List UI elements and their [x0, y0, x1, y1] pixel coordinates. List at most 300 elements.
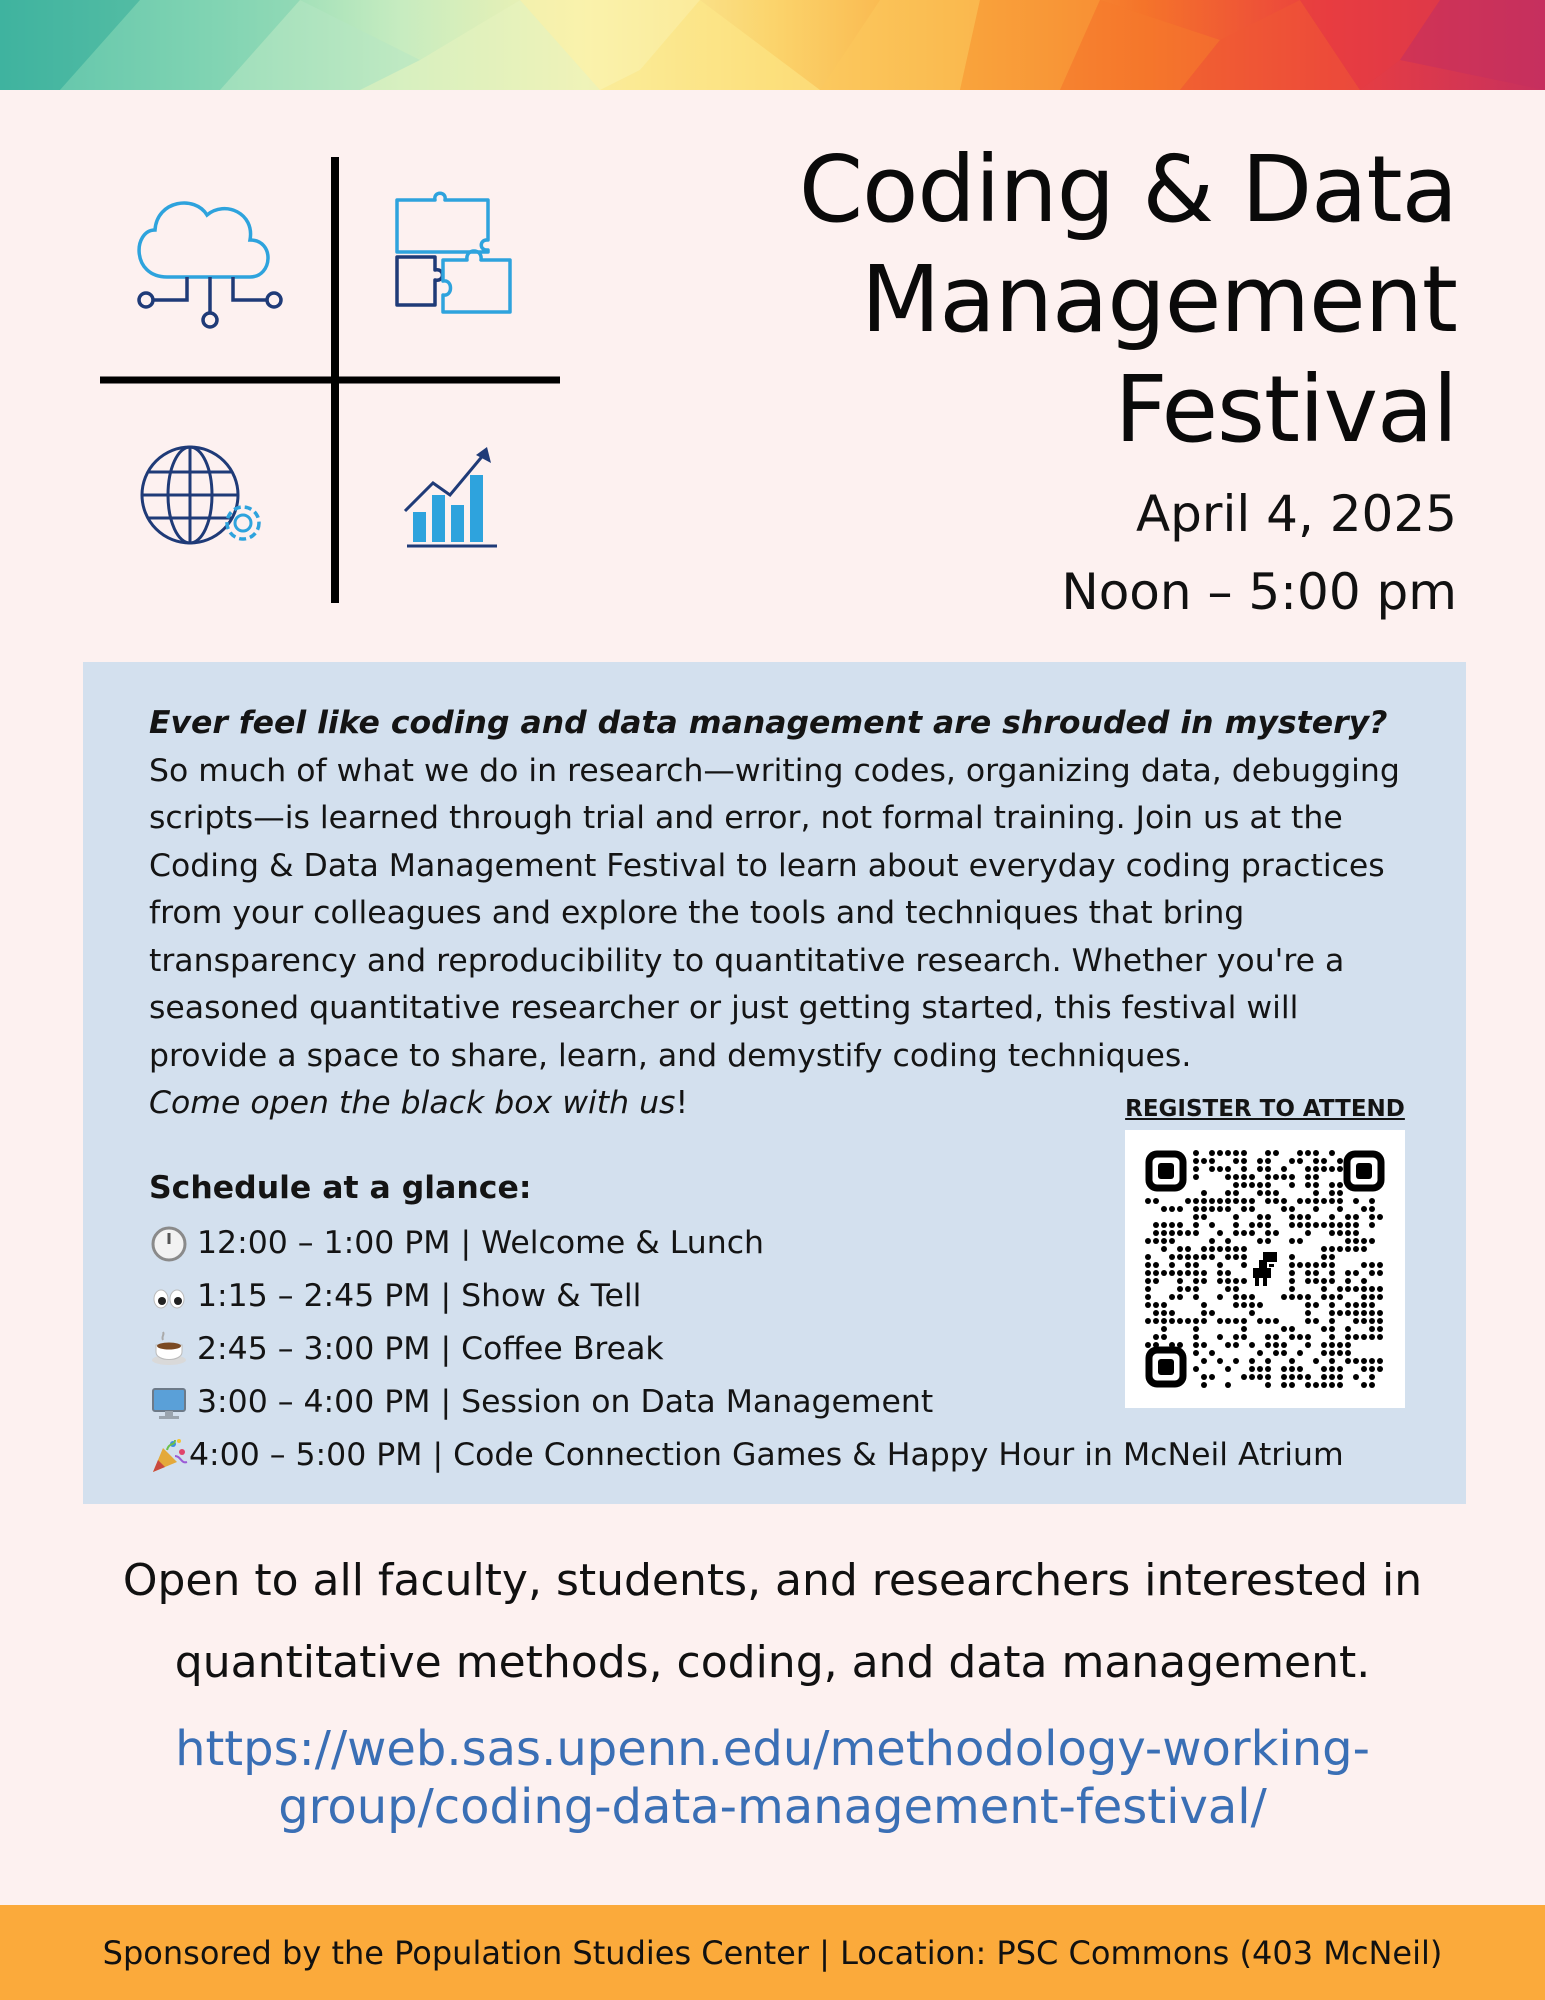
qr-dot	[1249, 1302, 1255, 1308]
qr-dot	[1201, 1342, 1207, 1348]
qr-dot	[1233, 1318, 1239, 1324]
qr-dot	[1185, 1318, 1191, 1324]
qr-dot	[1281, 1198, 1287, 1204]
qr-dot	[1193, 1222, 1199, 1228]
qr-dot	[1233, 1254, 1239, 1260]
qr-dot	[1201, 1358, 1207, 1364]
qr-dot	[1233, 1150, 1239, 1156]
qr-dot	[1169, 1294, 1175, 1300]
qr-dot	[1329, 1270, 1335, 1276]
qr-dot	[1305, 1262, 1311, 1268]
qr-dot	[1329, 1198, 1335, 1204]
qr-dot	[1265, 1374, 1271, 1380]
qr-dot	[1273, 1342, 1279, 1348]
qr-dot	[1361, 1294, 1367, 1300]
qr-dot	[1305, 1310, 1311, 1316]
qr-dot	[1337, 1366, 1343, 1372]
qr-dot	[1225, 1318, 1231, 1324]
qr-dot	[1209, 1198, 1215, 1204]
qr-dot	[1313, 1302, 1319, 1308]
qr-dot	[1161, 1326, 1167, 1332]
qr-dot	[1289, 1374, 1295, 1380]
qr-dot	[1145, 1342, 1151, 1348]
qr-dot	[1313, 1206, 1319, 1212]
qr-dot	[1201, 1246, 1207, 1252]
qr-dot	[1193, 1294, 1199, 1300]
qr-dot	[1233, 1342, 1239, 1348]
qr-dot	[1297, 1222, 1303, 1228]
qr-dot	[1265, 1366, 1271, 1372]
qr-dot	[1265, 1382, 1271, 1388]
growth-chart-icon	[405, 447, 497, 546]
qr-dot	[1177, 1230, 1183, 1236]
qr-dot	[1313, 1182, 1319, 1188]
qr-dot	[1169, 1310, 1175, 1316]
qr-dot	[1257, 1238, 1263, 1244]
qr-dot	[1193, 1326, 1199, 1332]
qr-dot	[1233, 1278, 1239, 1284]
qr-dot	[1321, 1246, 1327, 1252]
qr-dot	[1321, 1262, 1327, 1268]
qr-dot	[1145, 1302, 1151, 1308]
qr-dot	[1369, 1366, 1375, 1372]
qr-dot	[1249, 1222, 1255, 1228]
qr-dot	[1305, 1198, 1311, 1204]
register-link[interactable]: REGISTER TO ATTEND	[1125, 1096, 1405, 1122]
qr-dot	[1337, 1382, 1343, 1388]
qr-dot	[1329, 1254, 1335, 1260]
qr-dot	[1297, 1334, 1303, 1340]
qr-dot	[1297, 1294, 1303, 1300]
qr-dot	[1289, 1214, 1295, 1220]
qr-dot	[1289, 1222, 1295, 1228]
qr-dot	[1201, 1214, 1207, 1220]
qr-dot	[1193, 1214, 1199, 1220]
qr-dot	[1337, 1198, 1343, 1204]
qr-dot	[1361, 1358, 1367, 1364]
qr-dot	[1201, 1310, 1207, 1316]
qr-dot	[1321, 1158, 1327, 1164]
qr-dot	[1257, 1158, 1263, 1164]
qr-dot	[1353, 1286, 1359, 1292]
clock-icon	[149, 1224, 189, 1264]
qr-dot	[1209, 1166, 1215, 1172]
qr-dot	[1289, 1366, 1295, 1372]
qr-dot	[1377, 1326, 1383, 1332]
qr-dot	[1353, 1334, 1359, 1340]
qr-dot	[1145, 1270, 1151, 1276]
qr-dot	[1145, 1198, 1151, 1204]
qr-dot	[1193, 1158, 1199, 1164]
qr-dot	[1233, 1222, 1239, 1228]
qr-dot	[1241, 1302, 1247, 1308]
qr-dot	[1297, 1198, 1303, 1204]
qr-dot	[1169, 1262, 1175, 1268]
qr-dot	[1377, 1310, 1383, 1316]
url-line[interactable]: https://web.sas.upenn.edu/methodology-working-	[175, 1721, 1370, 1777]
qr-dot	[1209, 1206, 1215, 1212]
qr-dot	[1289, 1278, 1295, 1284]
qr-dot	[1217, 1206, 1223, 1212]
qr-dot	[1265, 1166, 1271, 1172]
qr-dot	[1161, 1318, 1167, 1324]
qr-dot	[1233, 1190, 1239, 1196]
qr-dot	[1313, 1358, 1319, 1364]
qr-dot	[1345, 1214, 1351, 1220]
qr-dot	[1297, 1158, 1303, 1164]
qr-dot	[1217, 1230, 1223, 1236]
qr-dot	[1185, 1230, 1191, 1236]
qr-dot	[1289, 1254, 1295, 1260]
qr-dot	[1345, 1302, 1351, 1308]
qr-dot	[1145, 1254, 1151, 1260]
qr-dot	[1305, 1302, 1311, 1308]
qr-dot	[1241, 1150, 1247, 1156]
qr-dot	[1225, 1190, 1231, 1196]
qr-dot	[1321, 1326, 1327, 1332]
qr-dot	[1201, 1278, 1207, 1284]
qr-dot	[1345, 1230, 1351, 1236]
qr-dot	[1169, 1342, 1175, 1348]
qr-dot	[1265, 1358, 1271, 1364]
qr-dot	[1145, 1286, 1151, 1292]
qr-dot	[1265, 1150, 1271, 1156]
qr-dot	[1153, 1278, 1159, 1284]
qr-dot	[1249, 1198, 1255, 1204]
qr-dot	[1313, 1150, 1319, 1156]
qr-dot	[1153, 1270, 1159, 1276]
qr-dot	[1305, 1230, 1311, 1236]
schedule-item-text: 12:00 – 1:00 PM | Welcome & Lunch	[197, 1225, 764, 1261]
qr-dot	[1217, 1150, 1223, 1156]
qr-dot	[1145, 1318, 1151, 1324]
icon-grid-graphic	[95, 155, 565, 605]
qr-dot	[1321, 1278, 1327, 1284]
qr-dot	[1369, 1382, 1375, 1388]
qr-dot	[1257, 1350, 1263, 1356]
qr-dot	[1353, 1270, 1359, 1276]
qr-dot	[1233, 1174, 1239, 1180]
qr-dot	[1337, 1246, 1343, 1252]
url-line[interactable]: group/coding-data-management-festival/	[278, 1779, 1267, 1835]
qr-dot	[1273, 1318, 1279, 1324]
qr-dot	[1265, 1182, 1271, 1188]
qr-dot	[1329, 1294, 1335, 1300]
qr-dot	[1345, 1326, 1351, 1332]
qr-dot	[1233, 1302, 1239, 1308]
qr-dot	[1249, 1374, 1255, 1380]
qr-dot	[1177, 1254, 1183, 1260]
qr-dot	[1305, 1182, 1311, 1188]
qr-dot	[1257, 1318, 1263, 1324]
info-box	[83, 662, 1466, 1504]
qr-dot	[1241, 1158, 1247, 1164]
qr-dot	[1329, 1182, 1335, 1188]
qr-dot	[1217, 1334, 1223, 1340]
qr-dot	[1265, 1230, 1271, 1236]
qr-dot	[1329, 1166, 1335, 1172]
qr-dot	[1193, 1166, 1199, 1172]
qr-code[interactable]	[1125, 1130, 1405, 1408]
qr-dot	[1281, 1294, 1287, 1300]
qr-dot	[1249, 1294, 1255, 1300]
qr-dot	[1345, 1342, 1351, 1348]
qr-dot	[1153, 1262, 1159, 1268]
qr-dot	[1169, 1206, 1175, 1212]
qr-dot	[1241, 1182, 1247, 1188]
qr-dot	[1369, 1374, 1375, 1380]
qr-dot	[1241, 1206, 1247, 1212]
qr-dot	[1329, 1278, 1335, 1284]
qr-dot	[1297, 1366, 1303, 1372]
qr-dot	[1305, 1222, 1311, 1228]
qr-dot	[1225, 1342, 1231, 1348]
qr-dot	[1329, 1262, 1335, 1268]
qr-dot	[1353, 1230, 1359, 1236]
description	[149, 700, 1409, 1128]
qr-dot	[1289, 1174, 1295, 1180]
qr-dot	[1273, 1174, 1279, 1180]
qr-dot	[1185, 1246, 1191, 1252]
qr-dot	[1313, 1198, 1319, 1204]
qr-dot	[1305, 1150, 1311, 1156]
qr-dot	[1225, 1246, 1231, 1252]
qr-dot	[1321, 1286, 1327, 1292]
qr-dot	[1353, 1214, 1359, 1220]
qr-dot	[1377, 1358, 1383, 1364]
qr-dot	[1177, 1222, 1183, 1228]
qr-dot	[1209, 1350, 1215, 1356]
qr-dot	[1345, 1270, 1351, 1276]
qr-dot	[1193, 1366, 1199, 1372]
audience-line: Open to all faculty, students, and researchers interested in	[122, 1555, 1423, 1606]
qr-dot	[1225, 1270, 1231, 1276]
qr-dot	[1329, 1150, 1335, 1156]
qr-dot	[1241, 1278, 1247, 1284]
qr-dot	[1233, 1230, 1239, 1236]
qr-dot	[1321, 1254, 1327, 1260]
qr-dot	[1153, 1198, 1159, 1204]
qr-dot	[1305, 1270, 1311, 1276]
qr-dot	[1369, 1302, 1375, 1308]
qr-dot	[1313, 1158, 1319, 1164]
qr-dot	[1153, 1334, 1159, 1340]
qr-dot	[1329, 1230, 1335, 1236]
qr-dot	[1209, 1222, 1215, 1228]
qr-dot	[1273, 1350, 1279, 1356]
qr-dot	[1377, 1334, 1383, 1340]
qr-dot	[1241, 1166, 1247, 1172]
qr-dot	[1249, 1206, 1255, 1212]
qr-dot	[1289, 1158, 1295, 1164]
qr-dot	[1225, 1174, 1231, 1180]
qr-dot	[1241, 1254, 1247, 1260]
qr-dot	[1153, 1222, 1159, 1228]
qr-dot	[1353, 1302, 1359, 1308]
qr-dot	[1361, 1206, 1367, 1212]
qr-dot	[1289, 1294, 1295, 1300]
qr-dot	[1177, 1206, 1183, 1212]
eyes-icon	[149, 1277, 189, 1317]
audience-line: quantitative methods, coding, and data management.	[174, 1637, 1371, 1688]
qr-dot	[1225, 1254, 1231, 1260]
qr-dot	[1257, 1190, 1263, 1196]
qr-dot	[1153, 1318, 1159, 1324]
qr-dot	[1369, 1214, 1375, 1220]
qr-dot	[1193, 1150, 1199, 1156]
qr-dot	[1225, 1238, 1231, 1244]
qr-dot	[1193, 1254, 1199, 1260]
qr-dot	[1329, 1366, 1335, 1372]
qr-dot	[1377, 1286, 1383, 1292]
description-lead: Ever feel like coding and data management are shrouded in mystery?	[149, 705, 1388, 741]
description-closing: Come open the black box with us	[149, 1085, 676, 1121]
event-url[interactable]	[60, 1720, 1485, 1836]
qr-dot	[1361, 1366, 1367, 1372]
qr-dot	[1193, 1174, 1199, 1180]
qr-dot	[1169, 1254, 1175, 1260]
qr-finder-top-right	[1347, 1154, 1381, 1188]
qr-dot	[1233, 1246, 1239, 1252]
qr-dot	[1145, 1294, 1151, 1300]
qr-dot	[1265, 1198, 1271, 1204]
qr-dot	[1233, 1214, 1239, 1220]
qr-dot	[1345, 1246, 1351, 1252]
qr-dot	[1241, 1374, 1247, 1380]
qr-dot	[1241, 1262, 1247, 1268]
qr-dot	[1369, 1334, 1375, 1340]
qr-dot	[1257, 1214, 1263, 1220]
qr-dot	[1345, 1278, 1351, 1284]
qr-dot	[1297, 1238, 1303, 1244]
qr-dot	[1153, 1310, 1159, 1316]
qr-dot	[1297, 1150, 1303, 1156]
qr-dot	[1353, 1374, 1359, 1380]
qr-dot	[1265, 1214, 1271, 1220]
qr-dot	[1265, 1190, 1271, 1196]
qr-dot	[1257, 1182, 1263, 1188]
qr-dot	[1241, 1174, 1247, 1180]
qr-dot	[1257, 1374, 1263, 1380]
qr-dot	[1313, 1222, 1319, 1228]
qr-dot	[1369, 1206, 1375, 1212]
qr-dot	[1185, 1198, 1191, 1204]
qr-dot	[1329, 1374, 1335, 1380]
qr-dot	[1281, 1374, 1287, 1380]
qr-dot	[1281, 1166, 1287, 1172]
qr-dot	[1249, 1366, 1255, 1372]
qr-dot	[1257, 1166, 1263, 1172]
qr-dot	[1321, 1350, 1327, 1356]
footer-text: Sponsored by the Population Studies Center | Location: PSC Commons (403 McNeil)	[102, 1933, 1443, 1972]
qr-dot	[1145, 1278, 1151, 1284]
qr-dot	[1305, 1342, 1311, 1348]
qr-dot	[1225, 1286, 1231, 1292]
qr-dot	[1273, 1190, 1279, 1196]
qr-dot	[1225, 1166, 1231, 1172]
qr-dot	[1321, 1294, 1327, 1300]
qr-dot	[1337, 1182, 1343, 1188]
qr-dot	[1217, 1198, 1223, 1204]
qr-dot	[1289, 1262, 1295, 1268]
qr-dot	[1345, 1238, 1351, 1244]
qr-dot	[1233, 1182, 1239, 1188]
qr-dot	[1201, 1374, 1207, 1380]
qr-dot	[1177, 1318, 1183, 1324]
qr-dot	[1145, 1262, 1151, 1268]
qr-dot	[1169, 1230, 1175, 1236]
qr-dot	[1337, 1286, 1343, 1292]
qr-dot	[1345, 1310, 1351, 1316]
qr-dot	[1281, 1350, 1287, 1356]
qr-dot	[1289, 1326, 1295, 1332]
qr-dot	[1377, 1318, 1383, 1324]
qr-dot	[1353, 1310, 1359, 1316]
computer-icon	[149, 1383, 189, 1423]
qr-dot	[1329, 1326, 1335, 1332]
qr-dot	[1201, 1270, 1207, 1276]
qr-dot	[1249, 1174, 1255, 1180]
qr-dot	[1265, 1174, 1271, 1180]
qr-dot	[1289, 1270, 1295, 1276]
qr-dot	[1337, 1158, 1343, 1164]
cloud-network-icon	[139, 203, 281, 327]
qr-dot	[1289, 1382, 1295, 1388]
qr-dot	[1169, 1318, 1175, 1324]
qr-dot	[1177, 1270, 1183, 1276]
qr-dot	[1361, 1318, 1367, 1324]
event-time: Noon – 5:00 pm	[1061, 563, 1457, 621]
schedule-item	[149, 1429, 1409, 1482]
qr-dot	[1209, 1246, 1215, 1252]
qr-dot	[1377, 1294, 1383, 1300]
qr-dot	[1193, 1350, 1199, 1356]
qr-dot	[1265, 1334, 1271, 1340]
qr-dot	[1201, 1382, 1207, 1388]
qr-dot	[1377, 1262, 1383, 1268]
qr-dot	[1345, 1222, 1351, 1228]
qr-dot	[1249, 1230, 1255, 1236]
coffee-icon	[149, 1330, 189, 1370]
qr-dot	[1329, 1214, 1335, 1220]
qr-dot	[1153, 1342, 1159, 1348]
qr-dot	[1281, 1342, 1287, 1348]
qr-dot	[1265, 1158, 1271, 1164]
qr-dot	[1225, 1278, 1231, 1284]
qr-dot	[1177, 1246, 1183, 1252]
qr-dot	[1185, 1270, 1191, 1276]
qr-dot	[1369, 1358, 1375, 1364]
qr-dot	[1281, 1326, 1287, 1332]
qr-dot	[1185, 1254, 1191, 1260]
qr-dot	[1225, 1198, 1231, 1204]
qr-dot	[1313, 1270, 1319, 1276]
qr-dot	[1289, 1286, 1295, 1292]
qr-dot	[1321, 1198, 1327, 1204]
qr-dot	[1369, 1198, 1375, 1204]
qr-dot	[1281, 1206, 1287, 1212]
qr-dot	[1193, 1334, 1199, 1340]
qr-dot	[1337, 1206, 1343, 1212]
qr-code-graphic	[1125, 1130, 1405, 1408]
qr-dot	[1241, 1326, 1247, 1332]
qr-dot	[1337, 1222, 1343, 1228]
qr-dot	[1313, 1318, 1319, 1324]
qr-dot	[1161, 1334, 1167, 1340]
qr-dot	[1249, 1310, 1255, 1316]
qr-dot	[1329, 1358, 1335, 1364]
qr-dot	[1329, 1334, 1335, 1340]
